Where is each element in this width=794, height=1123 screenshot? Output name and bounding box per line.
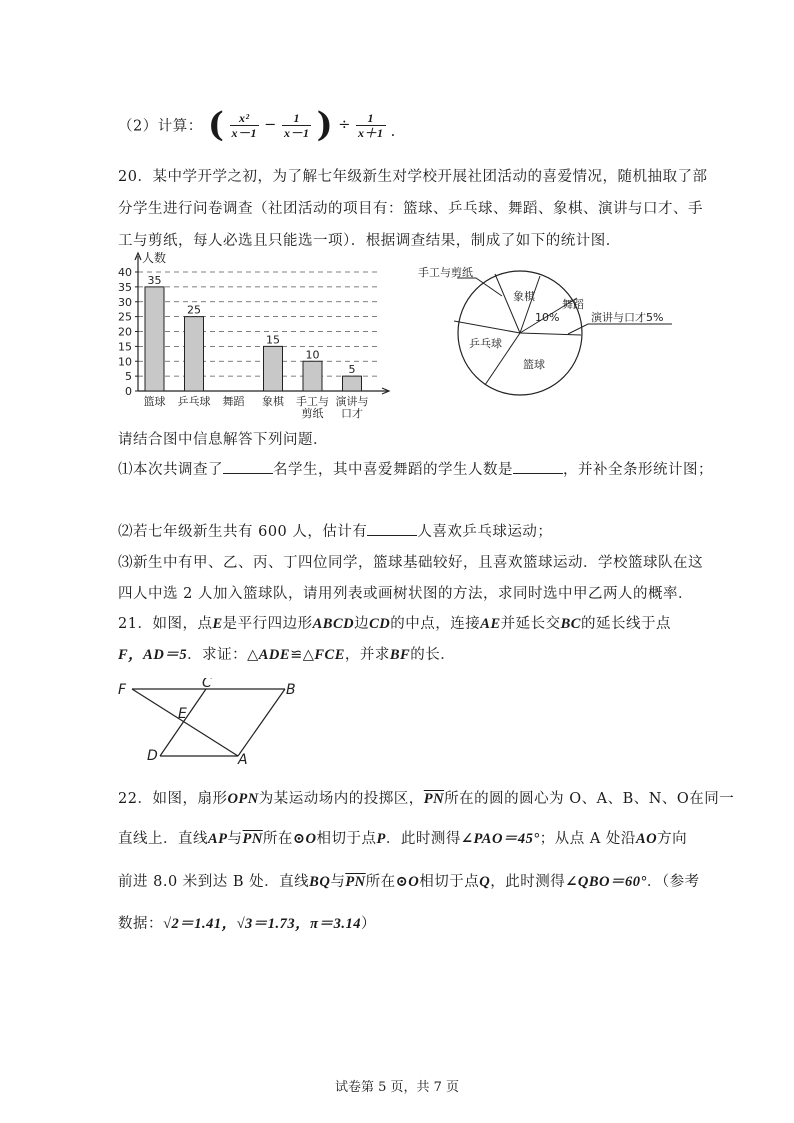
q20-sub1 [118, 458, 713, 479]
fraction-1 [230, 111, 260, 140]
q21-text-e: 并延长交 [500, 616, 561, 632]
bar-value-label: 10 [305, 348, 320, 362]
fraction-1-denominator: x－1 [231, 125, 258, 140]
q22-text-b: 为某运动场内的投掷区， [258, 791, 424, 807]
pie-slice-edge [520, 333, 581, 335]
label-b: B [286, 682, 296, 698]
q22-angle-qbo: ∠QBO＝60° [565, 874, 647, 890]
line-fa [132, 689, 238, 756]
q22-text-n: 相切于点 [419, 874, 480, 890]
q22-q: Q [479, 874, 491, 890]
pie-slice-edge [454, 321, 520, 333]
y-tick-label: 30 [118, 295, 132, 309]
pie-slice-edge [495, 274, 520, 333]
left-paren: ( [207, 105, 225, 145]
fraction-3-denominator: x＋1 [358, 125, 384, 140]
q21-text-g: ．求证：△ [187, 647, 259, 663]
fraction-2-denominator: x－1 [283, 125, 310, 140]
bar-value-label: 15 [266, 333, 280, 347]
q21-text-d: 的中点，连接 [390, 616, 481, 632]
q21-text-c: 边 [354, 616, 370, 632]
q21-text-a: 21．如图，点 [118, 616, 213, 632]
q21-text-i: 的长． [410, 647, 456, 663]
period: . [390, 124, 396, 140]
q22-circle-o: ⊙O [292, 831, 317, 847]
line-ba [238, 689, 285, 756]
bar [343, 376, 362, 391]
q20-sub2 [118, 520, 552, 541]
q19-part2 [118, 105, 396, 150]
answer-blank-dance[interactable] [513, 459, 563, 474]
x-category-label: 乒乓球 [177, 395, 211, 408]
pie-label-handcraft: 手工与剪纸 [418, 266, 473, 279]
q22-text-d: 直线上．直线 [118, 831, 208, 847]
q22-text-a: 22．如图，扇形 [118, 791, 228, 807]
bar-value-label: 5 [348, 363, 356, 377]
q22-text-o: ，此时测得 [490, 874, 566, 890]
q20-sub3-line1: ⑶新生中有甲、乙、丙、丁四位同学，篮球基础较好，且喜欢篮球运动．学校篮球队在这 [118, 555, 703, 571]
q20-sub1-a: ⑴本次共调查了 [118, 462, 223, 478]
q22-text-g: 相切于点 [316, 831, 377, 847]
fraction-3 [356, 111, 386, 140]
pie-slice-edge [520, 276, 540, 333]
q22-text-l: 与 [330, 874, 346, 890]
q21-f-ad: F，AD＝5 [118, 647, 188, 663]
pie-label-dance-pct: 10% [535, 311, 560, 324]
fraction-2-numerator: 1 [282, 111, 312, 126]
q21-fce: FCE [314, 647, 345, 663]
label-c: C [202, 678, 212, 691]
label-d: D [147, 748, 158, 764]
q22-text-c: 所在的圆的圆心为 O、A、B、N、O在同一 [444, 791, 735, 807]
pie-label-speech: 演讲与口才5% [591, 311, 664, 324]
q20-line2: 分学生进行问卷调查（社团活动的项目有：篮球、乒乓球、舞蹈、象棋、演讲与口才、手 [118, 201, 703, 217]
q20-line1: 20．某中学开学之初，为了解七年级新生对学校开展社团活动的喜爱情况，随机抽取了部 [118, 169, 708, 185]
y-tick-label: 15 [118, 340, 132, 354]
label-e: E [178, 706, 187, 722]
q21-text-h: ，并求 [344, 647, 390, 663]
q22-opn: OPN [227, 791, 259, 807]
bar [303, 361, 322, 391]
x-category-label: 象棋 [262, 395, 284, 408]
x-category-label: 演讲与 [335, 395, 369, 408]
q20-prompt: 请结合图中信息解答下列问题． [118, 432, 328, 448]
q22-text-f: 所在 [262, 831, 293, 847]
q21-line1 [118, 612, 671, 633]
parallelogram-figure [115, 678, 305, 768]
q22-arc-pn: $\overline{PN}$ [423, 791, 445, 807]
q20-sub2-a: ⑵若七年级新生共有 600 人，估计有 [118, 524, 368, 540]
x-category-label: 口才 [341, 407, 363, 420]
label-a: A [238, 752, 248, 768]
q22-text-h: ．此时测得 [385, 831, 461, 847]
q20-sub3-line2: 四人中选 2 人加入篮球队，请用列表或画树状图的方法，求同时选中甲乙两人的概率． [118, 586, 693, 602]
pie-label-basketball: 篮球 [523, 358, 545, 371]
bar [145, 287, 164, 391]
pie-label-chess: 象棋 [513, 290, 535, 303]
q22-text-k: 前进 8.0 米到达 B 处．直线 [118, 874, 310, 890]
q22-line1 [118, 787, 734, 808]
q22-arc-pn-2: $\overline{PN}$ [242, 831, 263, 847]
bar-value-label: 25 [187, 303, 201, 317]
fraction-3-numerator: 1 [356, 111, 386, 126]
divide-sign: ÷ [338, 117, 351, 133]
page-footer: 试卷第 5 页，共 7 页 [334, 1080, 460, 1095]
q22-bq: BQ [309, 874, 331, 890]
q22-text-i: ；从点 A 处沿 [539, 831, 636, 847]
leader-line-speech [568, 324, 672, 334]
y-tick-label: 35 [118, 280, 132, 294]
answer-blank-pingpong[interactable] [367, 521, 417, 536]
y-tick-label: 10 [118, 355, 132, 369]
y-tick-label: 25 [118, 310, 132, 324]
q21-text-b: 是平行四边形 [222, 616, 313, 632]
bar [185, 317, 204, 391]
bar [264, 346, 283, 391]
q22-line3 [118, 870, 700, 891]
q21-ade: ADE [258, 647, 291, 663]
pie-label-pingpong: 乒乓球 [469, 337, 502, 350]
q19-prefix: （2）计算： [118, 118, 203, 135]
q22-reference-data: √2＝1.41，√3＝1.73，π＝3.14 [163, 916, 361, 932]
fraction-1-numerator: x² [230, 111, 260, 126]
q21-bc: BC [560, 616, 581, 632]
label-f: F [118, 682, 127, 698]
q22-text-m: 所在 [365, 874, 396, 890]
q22-line4 [118, 912, 376, 933]
y-axis-label: 人数 [142, 251, 167, 265]
q22-circle-o-2: ⊙O [395, 874, 420, 890]
q21-bf: BF [389, 647, 411, 663]
answer-blank-total[interactable] [223, 459, 273, 474]
q20-sub1-c: ，并补全条形统计图； [563, 462, 713, 478]
q22-text-q: 数据： [118, 916, 163, 932]
q22-ap: AP [208, 831, 228, 847]
bar-value-label: 35 [147, 273, 162, 287]
fraction-2 [282, 111, 312, 140]
y-tick-label: 20 [118, 325, 132, 339]
bar-chart [108, 250, 398, 422]
y-tick-label: 5 [125, 370, 132, 384]
q22-p: P [376, 831, 386, 847]
q22-text-p: ．（参考 [646, 874, 700, 890]
q22-ao: AO [635, 831, 658, 847]
q22-arc-pn-3: $\overline{PN}$ [345, 874, 366, 890]
q21-congruent: ≌△ [290, 647, 315, 663]
q22-text-e: 与 [227, 831, 243, 847]
q20-line3: 工与剪纸，每人必选且只能选一项）．根据调查结果，制成了如下的统计图． [118, 233, 621, 249]
x-category-label: 剪纸 [301, 407, 324, 420]
right-paren: ) [316, 105, 334, 145]
q21-point-e: E [212, 616, 223, 632]
x-category-label: 舞蹈 [222, 395, 245, 408]
minus-sign: − [264, 117, 277, 133]
line-dc [160, 689, 206, 756]
pie-label-dance: 舞蹈 [562, 298, 584, 311]
q20-sub2-b: 人喜欢乒乓球运动； [417, 524, 553, 540]
x-category-label: 手工与 [296, 395, 329, 408]
q22-text-r: ） [360, 916, 376, 932]
y-tick-label: 40 [118, 266, 132, 279]
q20-sub1-b: 名学生，其中喜爱舞蹈的学生人数是 [273, 462, 513, 478]
leader-line-handcraft [457, 278, 502, 296]
q21-line2 [118, 643, 455, 664]
q22-angle-pao: ∠PAO＝45° [460, 831, 540, 847]
q21-text-f: 的延长线于点 [580, 616, 671, 632]
x-category-label: 篮球 [143, 395, 166, 408]
q22-line2 [118, 827, 687, 848]
pie-chart [405, 258, 685, 408]
q21-abcd: ABCD [312, 616, 355, 632]
q22-text-j: 方向 [657, 831, 688, 847]
q21-ae: AE [480, 616, 501, 632]
y-tick-label: 0 [125, 385, 132, 398]
q21-cd: CD [369, 616, 391, 632]
